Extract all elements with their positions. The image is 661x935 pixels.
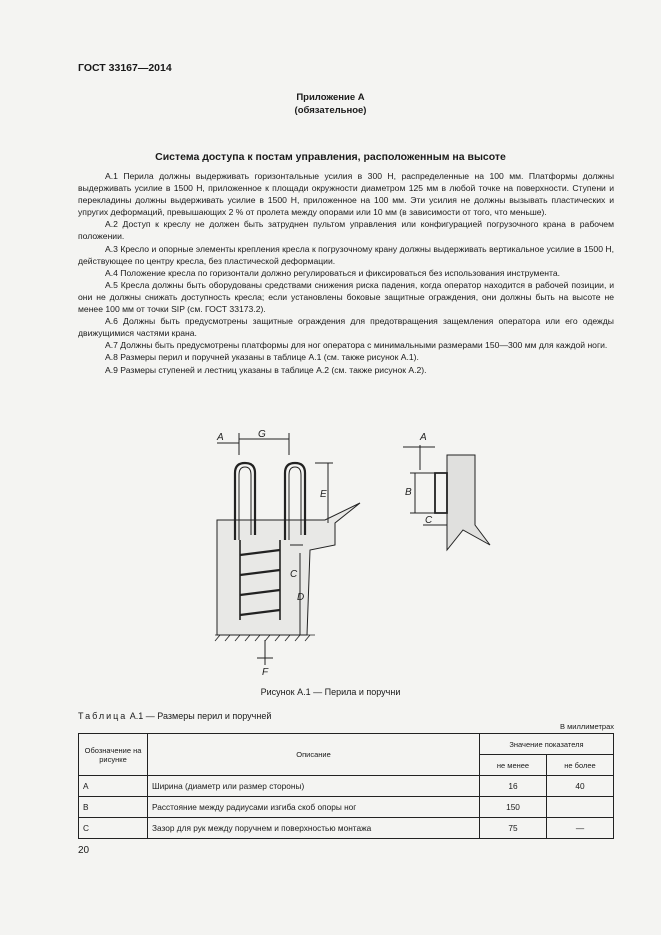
cell-designation: C: [79, 818, 148, 839]
table-row: [79, 776, 614, 797]
paragraph-a8: А.8 Размеры перил и поручней указаны в таблице А.1 (см. также рисунок А.1).: [105, 352, 419, 363]
paragraph-a4: А.4 Положение кресла по горизонтали должно регулироваться и фиксироваться без использования инструмента.: [105, 267, 560, 278]
paragraph-a7: А.7 Должны быть предусмотрены платформы для ног оператора с минимальными размерами 150—300 мм для каждой ноги.: [105, 340, 608, 351]
table-row: [79, 818, 614, 839]
paragraph-a6: А.6 Должны быть предусмотрены защитные ограждения для предотвращения защемления оператора или его одежды движущимися частями крана.: [78, 316, 614, 339]
header-designation: Обозначение на рисунке: [79, 734, 148, 776]
cell-description: Расстояние между радиусами изгиба скоб опоры ног: [148, 797, 480, 818]
label-b: B: [405, 487, 412, 498]
annex-subtitle: (обязательное): [294, 105, 367, 116]
paragraph-a2: А.2 Доступ к креслу не должен быть затруднен пультом управления или конфигурацией погрузочного крана в рабочем положении.: [78, 219, 614, 242]
cell-max: 40: [547, 776, 614, 797]
document-header: ГОСТ 33167—2014: [78, 62, 172, 74]
table-row: [79, 797, 614, 818]
body-text: [78, 170, 614, 376]
cell-min: 16: [480, 776, 547, 797]
header-value: Значение показателя: [480, 734, 614, 755]
label-a-side: A: [420, 432, 427, 443]
table-units: В миллиметрах: [560, 722, 614, 731]
cell-description: Ширина (диаметр или размер стороны): [148, 776, 480, 797]
table-title-prefix: Таблица: [78, 711, 128, 721]
header-description: Описание: [148, 734, 480, 776]
cell-max: [547, 797, 614, 818]
cell-min: 150: [480, 797, 547, 818]
label-a: A: [217, 432, 224, 443]
figure-caption: Рисунок А.1 — Перила и поручни: [260, 687, 401, 697]
label-g: G: [258, 429, 266, 440]
annex-heading: [0, 91, 661, 117]
cell-description: Зазор для рук между поручнем и поверхностью монтажа: [148, 818, 480, 839]
cell-designation: B: [79, 797, 148, 818]
label-d: D: [297, 592, 305, 603]
page-number: 20: [78, 845, 90, 856]
table-title-rest: А.1 — Размеры перил и поручней: [127, 711, 272, 721]
paragraph-a5: А.5 Кресла должны быть оборудованы средствами снижения риска падения, когда оператор находится в рабочей позиции, и они не должны снижать доступность кресла; если установлены боковые защитные ограждения, они должны быть на высоте не менее 100 мм от точки SIP (см. ГОСТ 33173.2).: [78, 279, 614, 315]
paragraph-a3: А.3 Кресло и опорные элементы крепления кресла к погрузочному крану должны выдерживать вертикальное усилие в 1500 Н, действующее по центру кресла, без пластической деформации.: [78, 243, 614, 266]
header-max: не более: [547, 755, 614, 776]
cell-min: 75: [480, 818, 547, 839]
label-c: C: [290, 569, 298, 580]
handrail-figure: [195, 425, 505, 695]
header-min: не менее: [480, 755, 547, 776]
paragraph-a9: А.9 Размеры ступеней и лестниц указаны в таблице А.2 (см. также рисунок А.2).: [105, 364, 427, 375]
section-title: Система доступа к постам управления, расположенным на высоте: [155, 151, 506, 163]
cell-max: —: [547, 818, 614, 839]
dimensions-table: [78, 733, 614, 839]
label-c-side: C: [425, 515, 433, 526]
annex-title: Приложение А: [296, 92, 365, 103]
label-e: E: [320, 489, 327, 500]
table-title: [78, 711, 271, 721]
label-f: F: [262, 667, 269, 678]
cell-designation: A: [79, 776, 148, 797]
paragraph-a1: А.1 Перила должны выдерживать горизонтальные усилия в 300 Н, распределенные на 100 мм. Платформы должны выдерживать усилие в 1500 Н, приложенное к площади окружности диаметром 125 мм в любой точке на поверхности. Ступени и перекладины должны выдерживать усилие в 1500 Н, приложенное на 100 мм. Эти усилия не должны вызывать пластических и упругих деформаций, превышающих 2 % от пролета между опорами или 10 мм (в зависимости от того, что меньше).: [78, 171, 614, 218]
